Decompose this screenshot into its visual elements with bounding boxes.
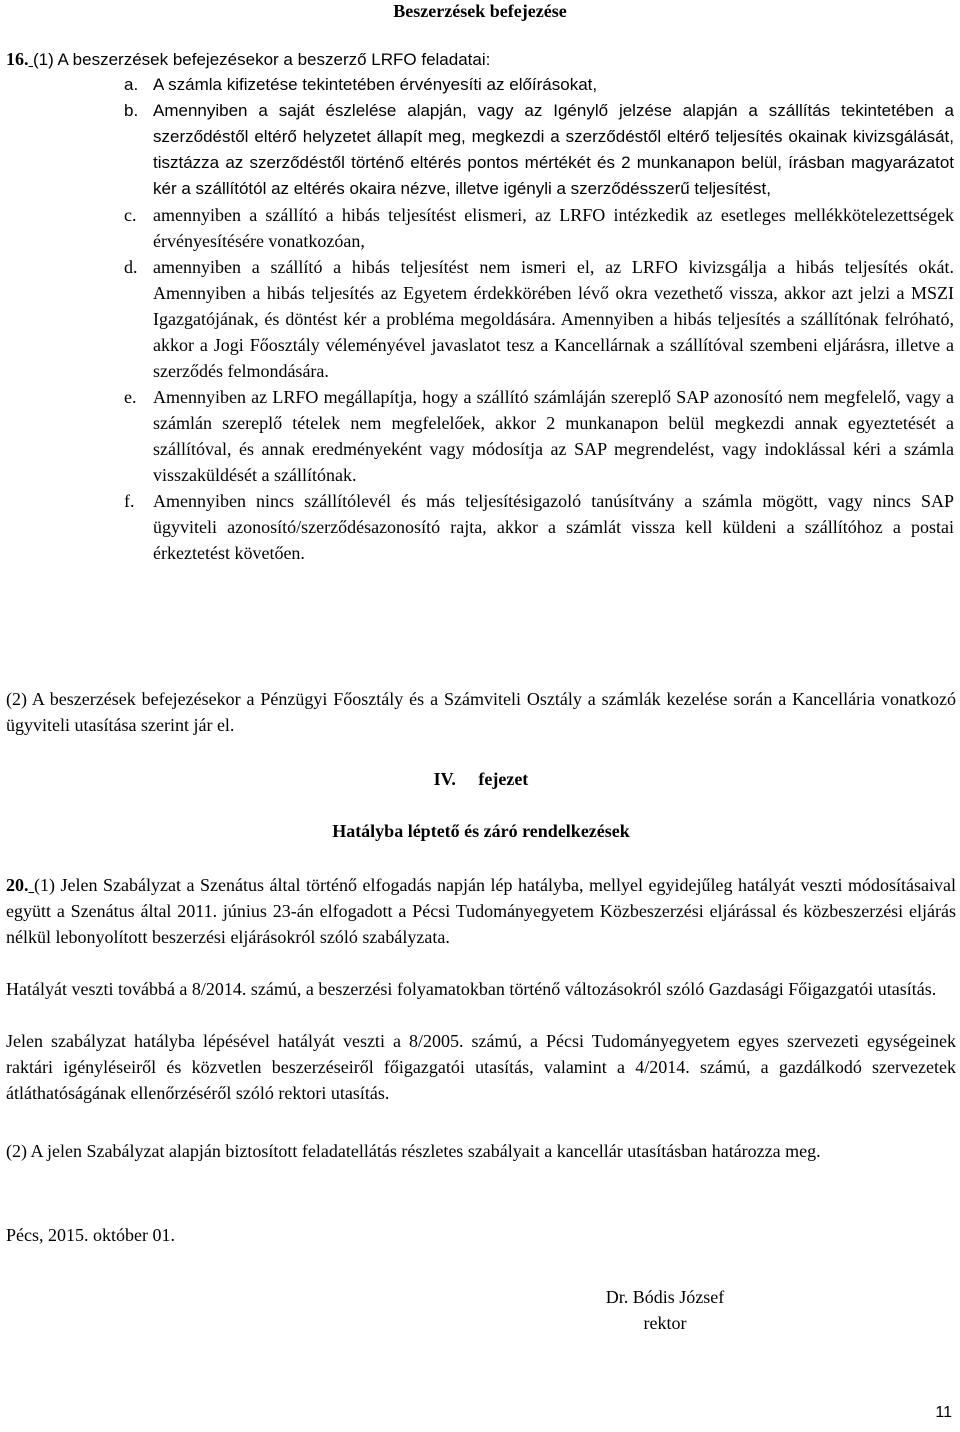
section-number: 20. [6,875,29,895]
list-item-text: Amennyiben nincs szállítólevél és más teljesítésigazoló tanúsítvány a számla mögött, vagy nincs SAP ügyviteli azonosító/szerződésazonosító rajta, akkor a számlát vissza kell küldeni a szállítóhoz a postai érkeztetést követően. [153,491,954,563]
list-item [6,488,956,566]
chapter-word: fejezet [478,769,529,789]
list-item-label: f. [124,491,135,511]
section-intro-text: (1) A beszerzések befejezésekor a beszerző LRFO feladatai: [33,50,491,69]
list-item [6,72,956,98]
section-20-paragraph-4: (2) A jelen Szabályzat alapján biztosított feladatellátás részletes szabályait a kancellár utasításban határozza meg. [6,1141,821,1161]
list-item-label: c. [124,205,137,225]
section-20-paragraph-1 [6,872,956,950]
place-date: Pécs, 2015. október 01. [6,1225,175,1245]
chapter-heading [6,766,956,792]
section-20-paragraph-3: Jelen szabályzat hatályba lépésével hatályát veszti a 8/2005. számú, a Pécsi Tudományegyetem egyes szervezeti egységeinek raktári igényléseiről és közvetlen beszerzéseiről főigazgatói utasítás, valamint a 4/2014. számú, a gazdálkodó szervezetek átláthatóságának ellenőrzéséről szóló rektori utasítás. [6,1031,956,1103]
list-item-text: amennyiben a szállító a hibás teljesítést nem ismeri el, az LRFO kivizsgálja a hibás teljesítés okát. Amennyiben a hibás teljesítés az Egyetem érdekkörében lévő okra vezethető vissza, akkor azt jelzi a MSZI Igazgatójának, és döntést kér a probléma megoldására. Amennyiben a hibás teljesítés a szállítónak felróható, akkor a Jogi Főosztály véleményével javaslatot tesz a Kancellárnak a szállítóval szembeni eljárásra, illetve a szerződés felmondására. [153,257,954,381]
section-16-list [6,72,956,566]
list-item-text: A számla kifizetése tekintetében érvényesíti az előírásokat, [153,75,598,94]
section-number: 16. [6,49,29,69]
section-16-paragraph-2: (2) A beszerzések befejezésekor a Pénzügyi Főosztály és a Számviteli Osztály a számlák kezelése során a Kancellária vonatkozó ügyviteli utasítása szerint jár el. [6,689,956,735]
chapter-title: Hatályba léptető és záró rendelkezések [332,821,630,841]
list-item [6,98,956,202]
section-20-paragraph-2: Hatályát veszti továbbá a 8/2014. számú, a beszerzési folyamatokban történő változásokról szóló Gazdasági Főigazgatói utasítás. [6,979,937,999]
section-heading: Beszerzések befejezése [393,1,567,21]
list-item-label: b. [124,101,139,120]
list-item-text: Amennyiben az LRFO megállapítja, hogy a szállító számláján szereplő SAP azonosító nem megfelelő, vagy a számlán szereplő tételek nem megfelelőek, akkor 2 munkanapon belül megkezdi annak egyeztetését a szállítóval, és annak eredményeként vagy módosítja az SAP megrendelést, vagy indoklással kéri a számla visszaküldését a szállítónak. [153,387,954,485]
list-item-label: e. [124,387,137,407]
list-item-text: Amennyiben a saját észlelése alapján, vagy az Igénylő jelzése alapján a szállítás tekintetében a szerződéstől eltérő helyzetet állapít meg, megkezdi a szerződéstől eltérő teljesítés okainak kivizsgálását, tisztázza az szerződéstől történő eltérés pontos mértékét és 2 munkanapon belül, írásban magyarázatot kér a szállítótól az eltérés okaira nézve, illetve igényli a szerződésszerű teljesítést, [153,101,954,198]
section-20-text: (1) Jelen Szabályzat a Szenátus által történő elfogadás napján lép hatályba, mellyel egyidejűleg hatályát veszti módosításaival együtt a Szenátus által 2011. június 23-án elfogadott a Pécsi Tudományegyetem Közbeszerzési eljárással és közbeszerzési eljárás nélkül lebonyolított beszerzési eljárásokról szóló szabályzata. [6,875,957,947]
page-number: 11 [935,1404,952,1421]
section-16-intro [6,46,956,73]
list-item [6,254,956,384]
list-item [6,384,956,488]
signature-name: Dr. Bódis József [605,1287,725,1307]
list-item-text: amennyiben a szállító a hibás teljesítést elismeri, az LRFO intézkedik az esetleges mellékkötelezettségek érvényesítésére vonatkozóan, [153,205,954,251]
chapter-number: IV. [433,769,456,789]
list-item [6,202,956,254]
list-item-label: d. [124,257,138,277]
list-item-label: a. [124,75,139,94]
signature-title: rektor [643,1313,687,1333]
